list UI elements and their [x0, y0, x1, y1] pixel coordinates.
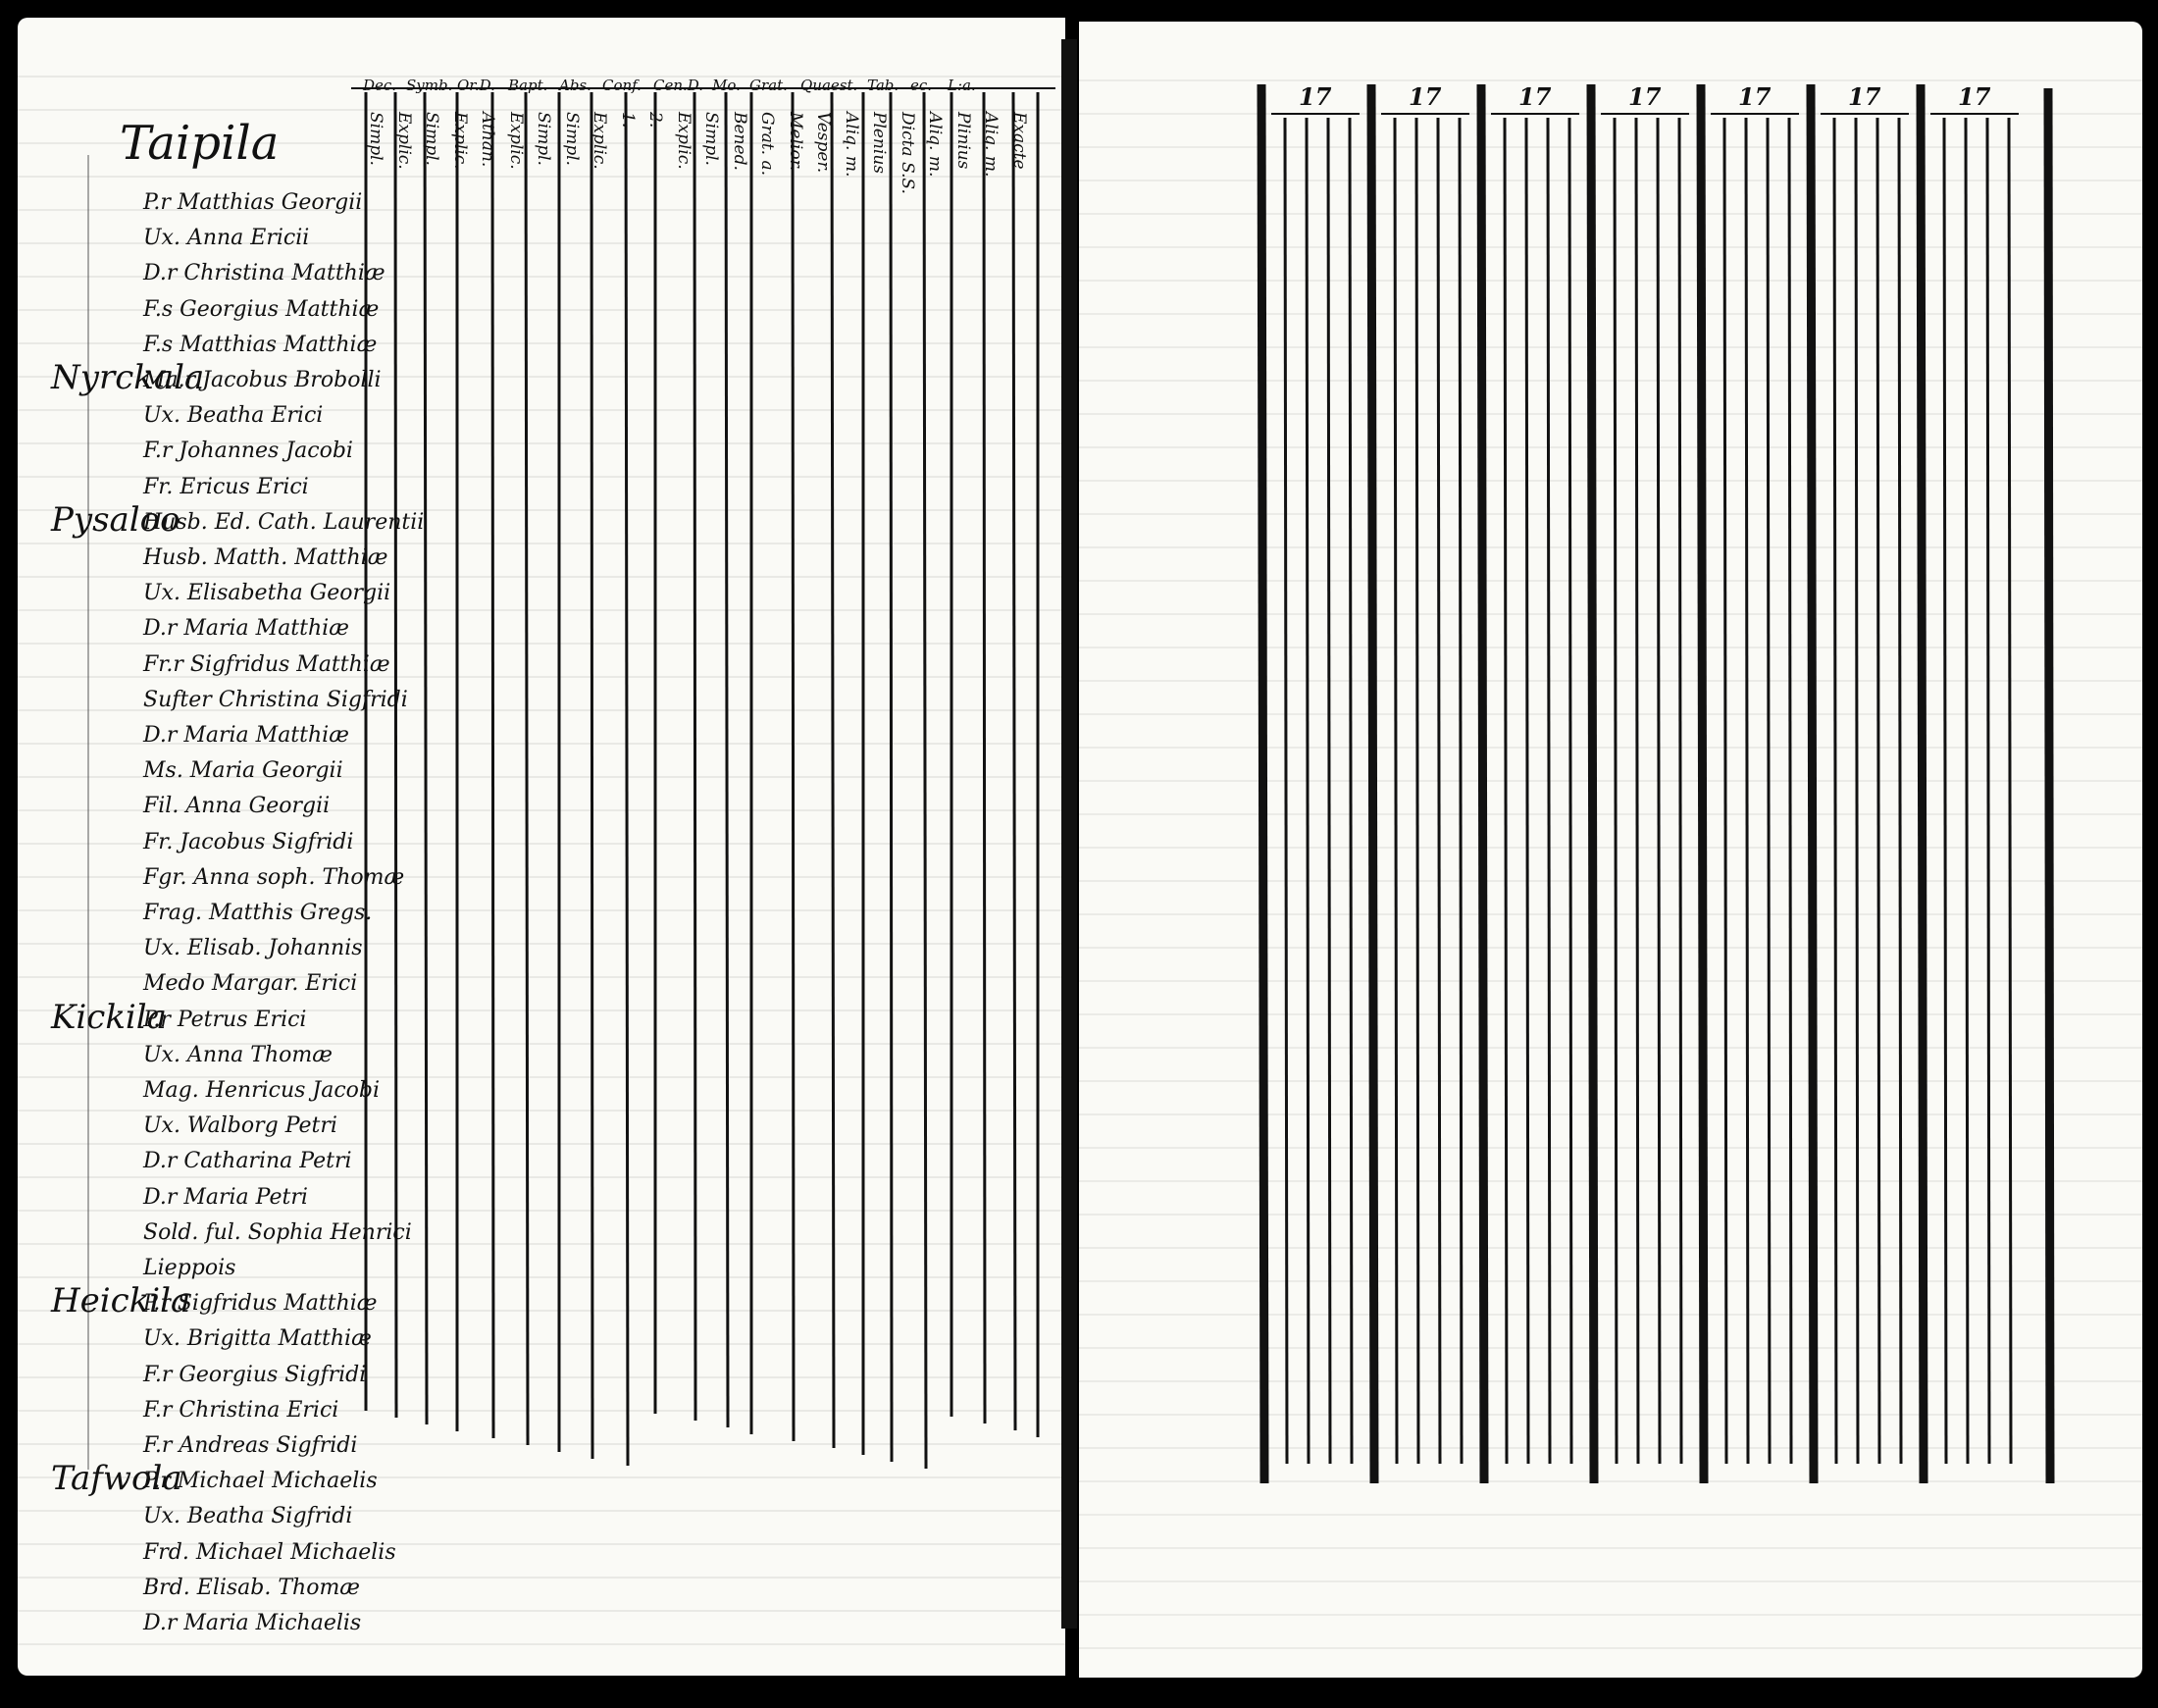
person-name: Husb. Ed. Cath. Laurentii	[143, 509, 425, 535]
person-name: D.r Christina Matthiæ	[143, 261, 385, 286]
thin-column-rule	[1285, 118, 1287, 1464]
column-group-label: Or.D.	[457, 77, 495, 94]
year-label: 17	[1628, 82, 1662, 111]
column-sub-label: Melior.	[785, 112, 805, 172]
person-name: F.r Andreas Sigfridi	[143, 1433, 358, 1458]
year-label: 17	[1958, 82, 1991, 111]
right-page-rules	[1079, 22, 2142, 1678]
thin-column-rule	[1328, 118, 1330, 1464]
thick-column-rule	[1481, 84, 1484, 1483]
person-name: Brd. Elisab. Thomæ	[143, 1575, 360, 1600]
person-name: F.r Georgius Sigfridi	[143, 1362, 367, 1387]
village-name: Tafwola	[51, 1459, 182, 1499]
person-name: Ux. Beatha Sigfridi	[143, 1504, 353, 1529]
person-name: P.r Sigfridus Matthiæ	[143, 1291, 378, 1317]
thin-column-rule	[1658, 118, 1660, 1464]
village-name: Nyrckala	[51, 358, 205, 397]
person-name: Mag. Henricus Jacobi	[143, 1078, 381, 1103]
column-group-label: Grat.	[749, 77, 788, 94]
thin-column-rule	[1966, 118, 1968, 1464]
column-sub-label: Plenius	[869, 112, 889, 174]
column-rule	[694, 92, 695, 1421]
column-sub-label: Simpl.	[366, 112, 385, 166]
column-sub-label: 2.	[645, 112, 665, 129]
thin-column-rule	[1724, 118, 1726, 1464]
person-name: P.r Matthias Georgii	[143, 190, 363, 215]
year-label: 17	[1518, 82, 1552, 111]
person-name: Ux. Walborg Petri	[143, 1113, 337, 1139]
thick-column-rule	[1591, 84, 1594, 1483]
person-name: Ux. Elisabetha Georgii	[143, 581, 391, 606]
person-name: Lieppois	[143, 1256, 236, 1280]
thin-column-rule	[1789, 118, 1791, 1464]
person-name: Ux. Brigitta Matthiæ	[143, 1326, 372, 1352]
column-sub-label: Explic.	[449, 112, 470, 170]
column-sub-label: 1.	[617, 112, 638, 129]
column-sub-label: Simpl.	[534, 112, 553, 166]
column-rule	[1013, 92, 1015, 1430]
person-name: Frd. Michael Michaelis	[143, 1539, 396, 1565]
column-rule	[832, 92, 834, 1448]
thin-column-rule	[1834, 118, 1836, 1464]
right-page	[1079, 22, 2142, 1678]
column-group-label: Bapt.	[508, 77, 548, 94]
register-title: Taipila	[120, 116, 280, 171]
thin-column-rule	[1395, 118, 1397, 1464]
person-name: D.r Catharina Petri	[143, 1149, 352, 1174]
column-sub-label: Explic.	[673, 112, 694, 170]
column-rule	[395, 92, 396, 1418]
thick-column-rule	[2048, 88, 2050, 1483]
thin-column-rule	[1679, 118, 1681, 1464]
thick-column-rule	[1261, 84, 1264, 1483]
column-sub-label: Aliq. m.	[925, 112, 945, 178]
village-name: Heickila	[51, 1281, 191, 1321]
column-sub-label: Exacte	[1008, 112, 1029, 170]
person-name: Fil. Anna Georgii	[143, 794, 331, 819]
person-name: Fr. Ericus Erici	[143, 474, 309, 499]
column-sub-label: Dicta S.S.	[897, 112, 917, 194]
person-name: Fr.r Sigfridus Matthiæ	[143, 651, 390, 677]
village-name: Kickila	[51, 997, 167, 1037]
person-name: Medo Margar. Erici	[143, 971, 358, 997]
thin-column-rule	[1548, 118, 1550, 1464]
person-name: Fr. Jacobus Sigfridi	[143, 829, 354, 854]
person-name: Sold. ful. Sophia Henrici	[143, 1219, 412, 1245]
left-page	[18, 18, 1065, 1676]
column-rule	[626, 92, 628, 1466]
thick-column-rule	[1701, 84, 1704, 1483]
column-sub-label: Aliq. m.	[841, 112, 861, 178]
thick-column-rule	[1371, 84, 1374, 1483]
column-sub-label: Simpl.	[422, 112, 441, 166]
column-sub-label: Simpl.	[561, 112, 582, 166]
person-name: Husb. Matth. Matthiæ	[143, 545, 388, 570]
thin-column-rule	[1944, 118, 1946, 1464]
column-rule	[492, 92, 493, 1438]
person-name: D.r Maria Matthiæ	[143, 616, 349, 642]
person-name: Ma.r Jacobus Brobolli	[143, 368, 382, 392]
thin-column-rule	[1350, 118, 1352, 1464]
thin-column-rule	[1526, 118, 1528, 1464]
column-sub-label: Explic.	[505, 112, 526, 170]
year-label: 17	[1848, 82, 1881, 111]
person-name: Ux. Elisab. Johannis	[143, 936, 363, 961]
thin-column-rule	[1746, 118, 1748, 1464]
person-name: D.r Maria Matthiæ	[143, 723, 349, 748]
village-name: Pysaloo	[51, 499, 180, 540]
column-group-label: Tab.	[867, 77, 899, 94]
column-group-label: Abs.	[559, 77, 591, 94]
column-sub-label: Aliq. m.	[981, 112, 1001, 178]
column-rule	[924, 92, 926, 1469]
column-group-label: L:a.	[948, 77, 976, 94]
person-name: P.r Petrus Erici	[143, 1007, 307, 1032]
thin-column-rule	[1307, 118, 1309, 1464]
year-label: 17	[1738, 82, 1772, 111]
person-name: Ux. Beatha Erici	[143, 403, 324, 429]
person-name: Ux. Anna Thomæ	[143, 1042, 333, 1067]
thin-column-rule	[1460, 118, 1462, 1464]
column-sub-label: Grat. a.	[757, 112, 777, 177]
thin-column-rule	[1856, 118, 1858, 1464]
person-name: Frag. Matthis Gregs.	[143, 901, 373, 925]
person-name: F.s Matthias Matthiæ	[143, 332, 378, 357]
thin-column-rule	[2009, 118, 2011, 1464]
thick-column-rule	[1921, 84, 1924, 1483]
column-sub-label: Simpl.	[701, 112, 721, 166]
person-name: Fgr. Anna soph. Thomæ	[143, 864, 405, 890]
person-name: F.s Georgius Matthiæ	[143, 296, 380, 322]
column-sub-label: Explic.	[590, 112, 609, 170]
column-rule	[984, 92, 985, 1423]
column-sub-label: Plinius	[952, 112, 973, 170]
column-sub-label: Bened.	[729, 112, 749, 171]
person-name: D.r Maria Michaelis	[143, 1611, 362, 1635]
thin-column-rule	[1768, 118, 1770, 1464]
year-label: 17	[1299, 82, 1332, 111]
thin-column-rule	[1899, 118, 1901, 1464]
year-label: 17	[1409, 82, 1442, 111]
thick-column-rule	[1811, 84, 1814, 1483]
thin-column-rule	[1505, 118, 1507, 1464]
column-sub-label: Athan.	[478, 112, 497, 168]
column-rule	[591, 92, 592, 1459]
column-rule	[891, 92, 892, 1462]
column-group-label: Cen.D.	[653, 77, 704, 94]
column-group-label: Mo.	[712, 77, 741, 94]
person-name: F.r Christina Erici	[143, 1397, 339, 1423]
thin-column-rule	[1636, 118, 1638, 1464]
thin-column-rule	[1877, 118, 1879, 1464]
column-rule	[726, 92, 728, 1427]
person-name: P.r Michael Michaelis	[143, 1469, 378, 1494]
column-rule	[425, 92, 427, 1424]
book-gutter	[1061, 39, 1077, 1629]
thin-column-rule	[1987, 118, 1989, 1464]
column-group-label: Symb.	[406, 77, 453, 94]
column-group-label: Dec.	[363, 77, 397, 94]
column-sub-label: Vesper.	[813, 112, 833, 174]
column-rule	[526, 92, 528, 1445]
column-group-label: Quaest.	[800, 77, 858, 94]
column-rule	[793, 92, 794, 1441]
thin-column-rule	[1615, 118, 1617, 1464]
person-name: Ms. Maria Georgii	[143, 758, 343, 784]
person-name: Sufter Christina Sigfridi	[143, 687, 408, 712]
person-name: F.r Johannes Jacobi	[143, 439, 353, 464]
person-name: D.r Maria Petri	[143, 1184, 308, 1210]
column-group-label: ec.	[910, 77, 933, 94]
thin-column-rule	[1569, 118, 1571, 1464]
column-group-label: Conf.	[602, 77, 642, 94]
thin-column-rule	[1416, 118, 1418, 1464]
column-sub-label: Explic.	[393, 112, 414, 170]
person-name: Ux. Anna Ericii	[143, 226, 310, 251]
thin-column-rule	[1438, 118, 1440, 1464]
